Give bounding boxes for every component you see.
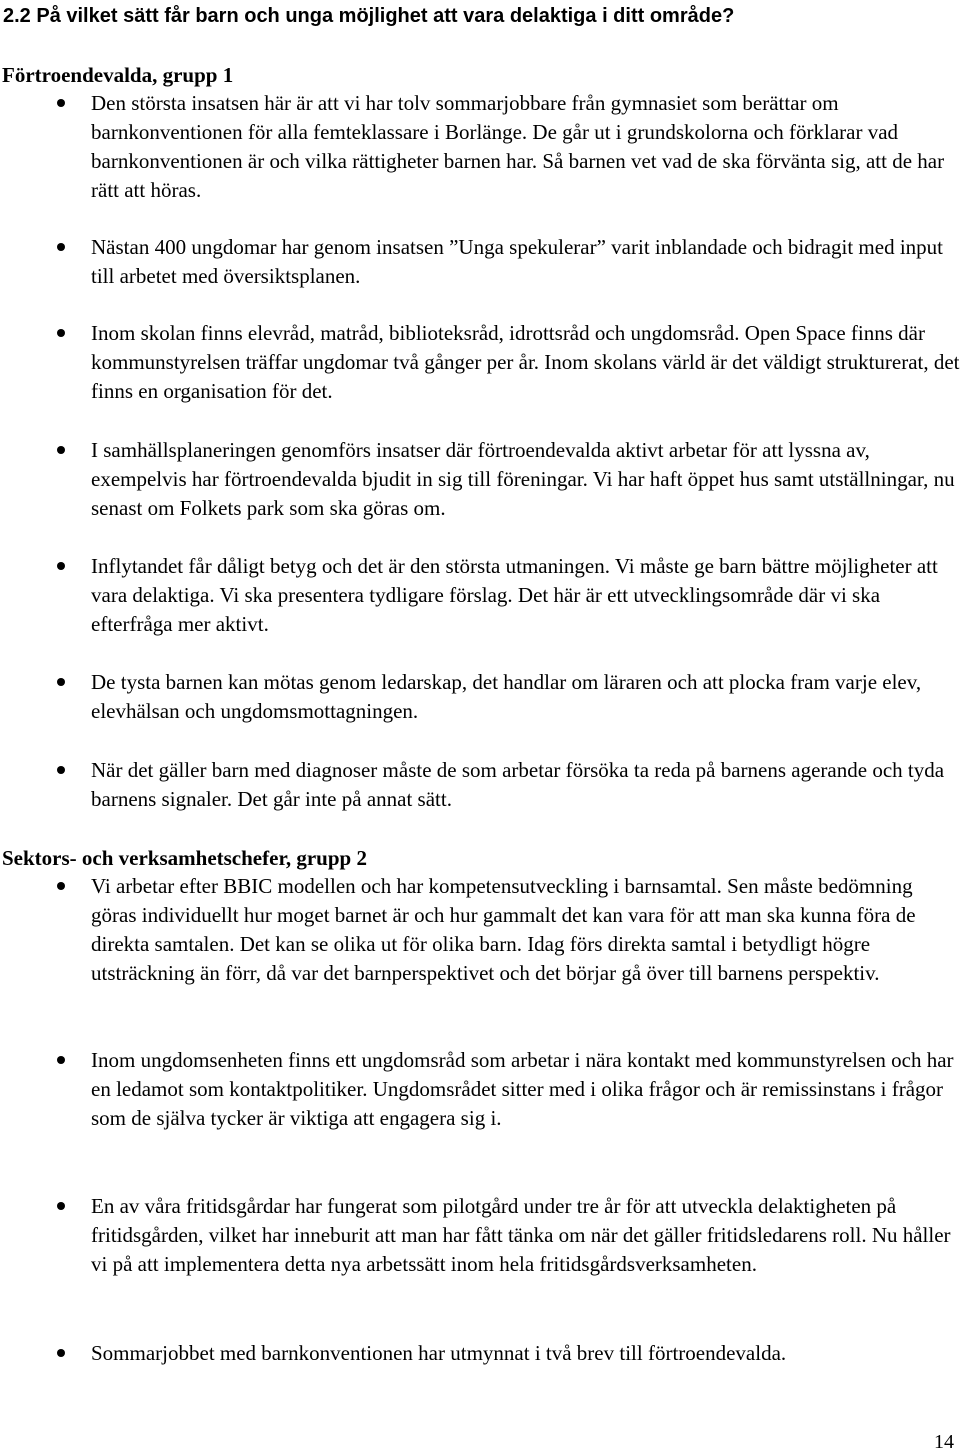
- bullet-icon: [57, 1202, 65, 1210]
- list-item-text: Nästan 400 ungdomar har genom insatsen ”Unga spekulerar” varit inblandade och bidragit med input till arbetet med översiktsplanen.: [91, 235, 943, 288]
- bullet-icon: [57, 562, 65, 570]
- list-item-text: När det gäller barn med diagnoser måste de som arbetar försöka ta reda på barnens agerande och tyda barnens signaler. Det går inte på annat sätt.: [91, 758, 945, 811]
- list-item-text: Inom skolan finns elevråd, matråd, biblioteksråd, idrottsråd och ungdomsråd. Open Space finns där kommunstyrelsen träffar ungdomar två gånger per år. Inom skolans värld är det väldigt strukturerat, det finns en organisation för det.: [91, 321, 960, 403]
- list-item-text: En av våra fritidsgårdar har fungerat som pilotgård under tre år för att utveckla delaktigheten på fritidsgården, vilket har inneburit att man har fått tänka om när det gäller fritidsledarens roll. Nu håller vi på att implementera detta nya arbetssätt inom hela fritidsgårdsverksamheten.: [91, 1194, 951, 1276]
- list-item: [91, 436, 960, 523]
- bullet-icon: [57, 1056, 65, 1064]
- bullet-icon: [57, 678, 65, 686]
- bullet-icon: [57, 243, 65, 251]
- section-heading-group-1: Förtroendevalda, grupp 1: [2, 63, 234, 87]
- list-item: [91, 1046, 960, 1133]
- bullet-icon: [57, 882, 65, 890]
- page-number: 14: [934, 1431, 954, 1453]
- list-item: [91, 872, 960, 988]
- list-item: [91, 319, 960, 406]
- list-item-text: Den största insatsen här är att vi har tolv sommarjobbare från gymnasiet som berättar om barnkonventionen för alla femteklassare i Borlänge. De går ut i grundskolorna och förklarar vad barnkonventionen är och vilka rättigheter barnen har. Så barnen vet vad de ska förvänta sig, att de har rätt att höras.: [91, 91, 945, 202]
- list-item-text: Vi arbetar efter BBIC modellen och har kompetensutveckling i barnsamtal. Sen måste bedömning göras individuellt hur moget barnet är och hur gammalt det kan vara för att man ska kunna föra de direkta samtalen. Det kan se olika ut för olika barn. Idag förs direkta samtal i betydligt högre utsträckning än förr, då var det barnperspektivet och det börjar gå över till barnens perspektiv.: [91, 874, 916, 985]
- list-item: [91, 668, 960, 726]
- list-item: [91, 552, 960, 639]
- list-item-text: De tysta barnen kan mötas genom ledarskap, det handlar om läraren och att plocka fram varje elev, elevhälsan och ungdomsmottagningen.: [91, 670, 922, 723]
- bullet-icon: [57, 1349, 65, 1357]
- list-item-text: I samhällsplaneringen genomförs insatser där förtroendevalda aktivt arbetar för att lyssna av, exempelvis har förtroendevalda bjudit in sig till föreningar. Vi har haft öppet hus samt utställningar, nu senast om Folkets park som ska göras om.: [91, 438, 955, 520]
- list-item-text: Sommarjobbet med barnkonventionen har utmynnat i två brev till förtroendevalda.: [91, 1341, 787, 1365]
- bullet-icon: [57, 446, 65, 454]
- list-item: [91, 1339, 960, 1368]
- list-item-text: Inflytandet får dåligt betyg och det är den största utmaningen. Vi måste ge barn bättre möjligheter att vara delaktiga. Vi ska presentera tydligare förslag. Det här är ett utvecklingsområde där vi ska efterfråga mer aktivt.: [91, 554, 938, 636]
- bullet-icon: [57, 766, 65, 774]
- bullet-icon: [57, 329, 65, 337]
- list-item: [91, 1192, 960, 1279]
- list-item: [91, 233, 960, 291]
- page-heading: 2.2 På vilket sätt får barn och unga möjlighet att vara delaktiga i ditt område?: [3, 5, 735, 27]
- list-item: [91, 89, 960, 205]
- section-heading-group-2: Sektors- och verksamhetschefer, grupp 2: [2, 846, 367, 870]
- bullet-icon: [57, 99, 65, 107]
- list-item: [91, 756, 960, 814]
- list-item-text: Inom ungdomsenheten finns ett ungdomsråd som arbetar i nära kontakt med kommunstyrelsen och har en ledamot som kontaktpolitiker. Ungdomsrådet sitter med i olika frågor och är remissinstans i frågor som de själva tycker är viktiga att engagera sig i.: [91, 1048, 954, 1130]
